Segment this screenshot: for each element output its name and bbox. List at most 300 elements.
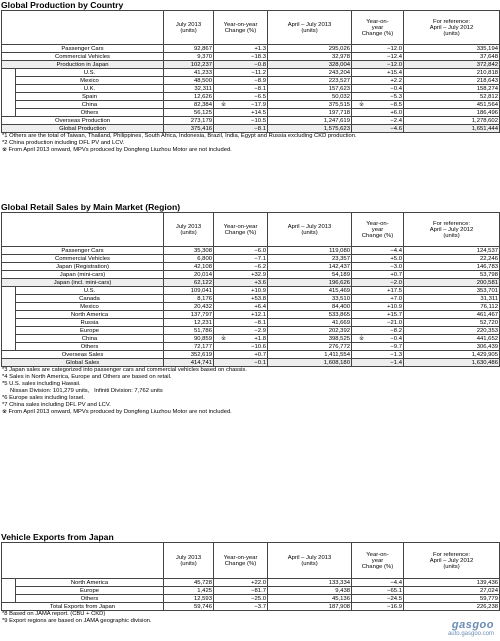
value-text: +7.0 <box>390 295 402 302</box>
value-cell <box>268 93 352 101</box>
production-table <box>1 10 500 133</box>
value-cell <box>268 271 352 279</box>
value-text: −8.5 <box>390 101 402 108</box>
col-header-line: year <box>371 24 384 31</box>
value-cell <box>404 69 500 77</box>
value-cell <box>164 335 214 343</box>
value-text: 306,439 <box>476 343 498 350</box>
value-cell <box>404 335 500 343</box>
value-text: +3.6 <box>254 279 266 286</box>
value-text: 158,274 <box>476 85 498 92</box>
value-cell <box>352 85 404 93</box>
col-header-line: Change (%) <box>361 232 394 239</box>
indent-cell <box>2 343 16 351</box>
value-text: −25.0 <box>251 595 266 602</box>
row-label: North America <box>16 579 164 587</box>
value-cell <box>268 343 352 351</box>
value-cell <box>404 587 500 595</box>
value-cell <box>268 335 352 343</box>
value-cell <box>352 319 404 327</box>
production-body <box>2 45 500 133</box>
row-label: China <box>16 101 164 109</box>
value-text: 22,246 <box>479 255 498 262</box>
value-cell <box>404 93 500 101</box>
value-cell <box>268 117 352 125</box>
value-cell <box>164 311 214 319</box>
value-cell <box>268 101 352 109</box>
value-cell <box>214 359 268 367</box>
row-label: Europe <box>16 327 164 335</box>
row-label: Others <box>16 109 164 117</box>
value-text: 42,108 <box>193 263 212 270</box>
value-text: 210,818 <box>476 69 498 76</box>
col-header-line: Year-on-year <box>223 21 258 28</box>
value-text: 119,080 <box>329 247 350 254</box>
value-text: 1,630,486 <box>471 359 498 366</box>
value-cell <box>352 287 404 295</box>
value-text: 1,651,444 <box>471 125 498 132</box>
value-text: 220,353 <box>476 327 498 334</box>
value-cell <box>404 319 500 327</box>
value-text: 243,204 <box>328 69 350 76</box>
value-cell <box>214 271 268 279</box>
indent-cell <box>2 101 16 109</box>
value-cell <box>352 109 404 117</box>
col-header <box>214 11 268 45</box>
value-cell <box>214 85 268 93</box>
value-cell <box>404 247 500 255</box>
table-row <box>2 287 500 295</box>
footnote: ※ From April 2013 onward, MPVs produced by Dongfeng Liuzhou Motor are not included. <box>2 147 232 153</box>
value-text: 50,032 <box>331 93 350 100</box>
value-text: 12,626 <box>193 93 212 100</box>
value-cell <box>164 603 214 611</box>
table-row <box>2 595 500 603</box>
value-cell <box>352 303 404 311</box>
value-cell <box>164 101 214 109</box>
value-text: 223,527 <box>328 77 350 84</box>
value-text: −21.0 <box>387 319 402 326</box>
footnote: *3 Japan sales are categorized into passenger cars and commercial vehicles based on chassis. <box>2 367 247 373</box>
value-cell <box>404 109 500 117</box>
value-cell <box>214 343 268 351</box>
value-cell <box>404 351 500 359</box>
value-text: +0.7 <box>390 271 402 278</box>
col-header-line: Year-on-year <box>223 554 258 561</box>
row-label: Mexico <box>16 77 164 85</box>
value-text: 45,728 <box>193 579 212 586</box>
table-row <box>2 271 500 279</box>
value-text: 52,812 <box>479 93 498 100</box>
header-row <box>2 213 500 247</box>
value-cell <box>404 271 500 279</box>
row-label: U.K. <box>16 85 164 93</box>
value-text: −8.1 <box>254 85 266 92</box>
value-cell <box>268 295 352 303</box>
value-text: 1,429,905 <box>471 351 498 358</box>
retail-body <box>2 247 500 367</box>
col-header-line: Year-on- <box>366 551 389 558</box>
value-text: 533,865 <box>328 311 350 318</box>
value-text: 335,194 <box>476 45 498 52</box>
value-cell <box>352 69 404 77</box>
value-text: +1.3 <box>254 45 266 52</box>
value-text: −3.7 <box>254 603 266 610</box>
value-text: −6.0 <box>254 247 266 254</box>
indent-cell <box>2 77 16 85</box>
watermark-site: auto.gasgoo.com <box>447 631 494 637</box>
table-row <box>2 255 500 263</box>
value-cell <box>164 53 214 61</box>
value-text: +22.0 <box>251 579 266 586</box>
table-row <box>2 101 500 109</box>
value-text: 37,648 <box>479 53 498 60</box>
col-header <box>164 11 214 45</box>
col-header <box>214 543 268 579</box>
value-cell <box>164 319 214 327</box>
col-header <box>164 213 214 247</box>
footnote: *9 Export regions are based on JAMA geographic division. <box>2 618 152 624</box>
value-cell <box>214 61 268 69</box>
table-row <box>2 327 500 335</box>
value-cell <box>164 61 214 69</box>
value-text: 133,334 <box>328 579 350 586</box>
row-label: Japan (Registration) <box>2 263 164 271</box>
value-text: 41,233 <box>193 69 212 76</box>
value-cell <box>352 77 404 85</box>
value-cell <box>404 53 500 61</box>
row-label: Global Production <box>2 125 164 133</box>
value-cell <box>404 279 500 287</box>
table-row <box>2 279 500 287</box>
value-text: 414,741 <box>190 359 212 366</box>
value-cell <box>352 335 404 343</box>
table-row <box>2 263 500 271</box>
col-header-line: July 2013 <box>175 21 202 28</box>
value-text: 54,189 <box>331 271 350 278</box>
value-text: +12.1 <box>251 311 266 318</box>
value-text: −16.9 <box>387 603 402 610</box>
value-text: 146,783 <box>476 263 498 270</box>
col-header <box>352 543 404 579</box>
value-cell <box>352 579 404 587</box>
value-cell <box>404 595 500 603</box>
col-header-line: (units) <box>180 27 197 34</box>
value-text: −17.9 <box>251 101 266 108</box>
value-text: −6.2 <box>254 263 266 270</box>
table-row <box>2 69 500 77</box>
value-cell <box>352 45 404 53</box>
value-text: +32.9 <box>251 271 266 278</box>
value-text: 328,004 <box>328 61 350 68</box>
watermark-logo: gasgoo <box>451 619 494 631</box>
col-header-line: July 2013 <box>175 223 202 230</box>
indent-cell <box>2 587 16 595</box>
value-cell <box>214 93 268 101</box>
col-header-line: (units) <box>301 560 318 567</box>
header-row <box>2 543 500 579</box>
value-cell <box>164 77 214 85</box>
value-text: +6.4 <box>254 303 266 310</box>
value-text: −0.4 <box>390 335 402 342</box>
table-row <box>2 359 500 367</box>
value-cell <box>268 69 352 77</box>
row-label: Commercial Vehicles <box>2 53 164 61</box>
value-text: +10.9 <box>251 287 266 294</box>
value-text: 6,800 <box>197 255 212 262</box>
value-cell <box>164 595 214 603</box>
value-cell <box>268 45 352 53</box>
value-text: 8,176 <box>197 295 212 302</box>
col-header-line: Change (%) <box>224 229 257 236</box>
value-text: 295,026 <box>328 45 350 52</box>
retail-title: Global Retail Sales by Main Market (Region) <box>1 202 181 212</box>
value-text: +53.8 <box>251 295 266 302</box>
table-row <box>2 295 500 303</box>
note-mark: ※ <box>221 335 226 342</box>
value-text: 56,125 <box>193 109 212 116</box>
col-header-line: Year-on- <box>366 18 389 25</box>
value-cell <box>404 327 500 335</box>
row-label: Commercial Vehicles <box>2 255 164 263</box>
value-cell <box>214 109 268 117</box>
header-row <box>2 11 500 45</box>
retail-table <box>1 212 500 367</box>
value-cell <box>352 595 404 603</box>
col-header-line: Change (%) <box>224 27 257 34</box>
row-label: Overseas Production <box>2 117 164 125</box>
value-cell <box>268 351 352 359</box>
table-row <box>2 53 500 61</box>
row-label: Overseas Sales <box>2 351 164 359</box>
col-header-line: April – July 2012 <box>429 226 474 233</box>
production-title: Global Production by Country <box>1 0 124 10</box>
value-text: 12,593 <box>193 595 212 602</box>
col-header <box>268 213 352 247</box>
value-text: +6.0 <box>390 109 402 116</box>
value-cell <box>164 271 214 279</box>
value-text: −10.5 <box>251 117 266 124</box>
value-text: 84,400 <box>331 303 350 310</box>
value-cell <box>214 327 268 335</box>
value-cell <box>164 579 214 587</box>
value-text: +1.8 <box>254 335 266 342</box>
value-cell <box>404 579 500 587</box>
col-header-line: (units) <box>301 229 318 236</box>
value-text: −5.3 <box>390 93 402 100</box>
value-text: 451,564 <box>476 101 498 108</box>
table-row <box>2 343 500 351</box>
value-cell <box>214 77 268 85</box>
value-text: −3.0 <box>390 263 402 270</box>
exports-body <box>2 579 500 611</box>
value-text: 72,177 <box>193 343 212 350</box>
value-cell <box>164 69 214 77</box>
value-text: −0.1 <box>254 359 266 366</box>
value-cell <box>352 117 404 125</box>
value-cell <box>352 93 404 101</box>
value-cell <box>404 263 500 271</box>
value-cell <box>164 93 214 101</box>
col-header <box>352 213 404 247</box>
col-header <box>268 543 352 579</box>
col-header-line: (units) <box>443 563 460 570</box>
value-text: −4.6 <box>390 125 402 132</box>
value-text: 352,619 <box>190 351 212 358</box>
value-text: 415,469 <box>328 287 350 294</box>
value-text: +15.7 <box>387 311 402 318</box>
value-cell <box>164 295 214 303</box>
footnote: *5 U.S. sales including Hawaii. <box>2 381 81 387</box>
value-text: −1.4 <box>390 359 402 366</box>
value-text: −10.6 <box>251 343 266 350</box>
footnote: *6 Europe sales including Israel. <box>2 395 85 401</box>
value-text: −12.0 <box>387 61 402 68</box>
value-text: 375,416 <box>190 125 212 132</box>
value-text: −9.7 <box>390 343 402 350</box>
value-cell <box>214 595 268 603</box>
table-row <box>2 77 500 85</box>
row-label: China <box>16 335 164 343</box>
row-label: Japan (incl. mini-cars) <box>2 279 164 287</box>
value-cell <box>214 295 268 303</box>
value-cell <box>164 45 214 53</box>
value-text: −7.1 <box>254 255 266 262</box>
row-label: U.S. <box>16 69 164 77</box>
value-cell <box>164 351 214 359</box>
footnote: *7 China sales including DFL PV and LCV. <box>2 402 111 408</box>
value-text: 33,510 <box>331 295 350 302</box>
row-label: Spain <box>16 93 164 101</box>
col-header-line: (units) <box>301 27 318 34</box>
value-text: 1,278,602 <box>471 117 498 124</box>
table-row <box>2 85 500 93</box>
col-header-line: April – July 2013 <box>287 223 332 230</box>
row-label: Passenger Cars <box>2 247 164 255</box>
value-text: 20,014 <box>193 271 212 278</box>
value-cell <box>214 335 268 343</box>
value-cell <box>214 101 268 109</box>
row-label: Japan (mini-cars) <box>2 271 164 279</box>
watermark <box>448 619 494 637</box>
note-mark: ※ <box>221 101 226 108</box>
value-cell <box>268 247 352 255</box>
value-cell <box>214 279 268 287</box>
value-cell <box>352 295 404 303</box>
value-cell <box>268 595 352 603</box>
value-text: 398,525 <box>328 335 350 342</box>
value-text: 375,515 <box>328 101 350 108</box>
col-header-line: year <box>371 557 384 564</box>
value-cell <box>404 77 500 85</box>
value-cell <box>214 303 268 311</box>
value-text: 226,238 <box>476 603 498 610</box>
footnote: *2 China production including DFL PV and LCV. <box>2 140 125 146</box>
col-header-line: July 2013 <box>175 554 202 561</box>
col-header-line: April – July 2012 <box>429 557 474 564</box>
footnote: ※ From April 2013 onward, MPVs produced by Dongfeng Liuzhou Motor are not included. <box>2 409 232 415</box>
col-header <box>404 213 500 247</box>
value-cell <box>164 109 214 117</box>
value-text: 90,859 <box>193 335 212 342</box>
indent-cell <box>2 311 16 319</box>
value-cell <box>214 125 268 133</box>
row-label: Russia <box>16 319 164 327</box>
value-cell <box>214 587 268 595</box>
col-header-line: Change (%) <box>361 30 394 37</box>
value-cell <box>164 117 214 125</box>
value-cell <box>268 303 352 311</box>
value-cell <box>214 603 268 611</box>
table-row <box>2 603 500 611</box>
indent-cell <box>2 295 16 303</box>
value-text: +15.4 <box>387 69 402 76</box>
col-header-line: (units) <box>180 229 197 236</box>
col-header-line: For reference: <box>433 220 470 227</box>
value-cell <box>404 117 500 125</box>
value-cell <box>268 125 352 133</box>
indent-cell <box>2 595 16 603</box>
value-cell <box>268 319 352 327</box>
value-cell <box>214 351 268 359</box>
value-text: 157,623 <box>328 85 350 92</box>
value-cell <box>268 53 352 61</box>
value-text: 196,626 <box>328 279 350 286</box>
value-cell <box>404 311 500 319</box>
value-text: 41,669 <box>331 319 350 326</box>
value-text: 353,701 <box>476 287 498 294</box>
table-row <box>2 117 500 125</box>
value-cell <box>404 61 500 69</box>
value-text: 218,643 <box>476 77 498 84</box>
row-label: Production in Japan <box>2 61 164 69</box>
value-cell <box>214 69 268 77</box>
value-text: 53,798 <box>479 271 498 278</box>
value-text: 62,122 <box>193 279 212 286</box>
value-text: 76,112 <box>480 303 498 310</box>
value-cell <box>164 359 214 367</box>
value-cell <box>352 247 404 255</box>
value-cell <box>352 101 404 109</box>
row-label: U.S. <box>16 287 164 295</box>
value-text: −18.3 <box>251 53 266 60</box>
value-text: 1,247,619 <box>323 117 350 124</box>
production-section <box>0 0 500 154</box>
col-header <box>404 11 500 45</box>
value-cell <box>268 287 352 295</box>
col-header <box>164 543 214 579</box>
value-cell <box>404 45 500 53</box>
value-text: +10.9 <box>387 303 402 310</box>
value-cell <box>352 53 404 61</box>
value-text: −2.9 <box>254 327 266 334</box>
col-header <box>268 11 352 45</box>
value-text: 52,720 <box>479 319 498 326</box>
table-row <box>2 579 500 587</box>
value-cell <box>352 587 404 595</box>
value-text: +2.2 <box>390 77 402 84</box>
value-cell <box>164 343 214 351</box>
table-row <box>2 247 500 255</box>
value-text: 186,496 <box>476 109 498 116</box>
value-cell <box>268 279 352 287</box>
row-label: Global Sales <box>2 359 164 367</box>
col-header-line: (units) <box>180 560 197 567</box>
row-label: Total Exports from Japan <box>2 603 164 611</box>
footnote: *1 Others are the total of Taiwan, Thailand, Philippines, South Africa, Indonesia, Brazil, India, Egypt and Russia excluding CKD production. <box>2 133 357 139</box>
value-cell <box>214 247 268 255</box>
value-text: 1,425 <box>197 587 212 594</box>
